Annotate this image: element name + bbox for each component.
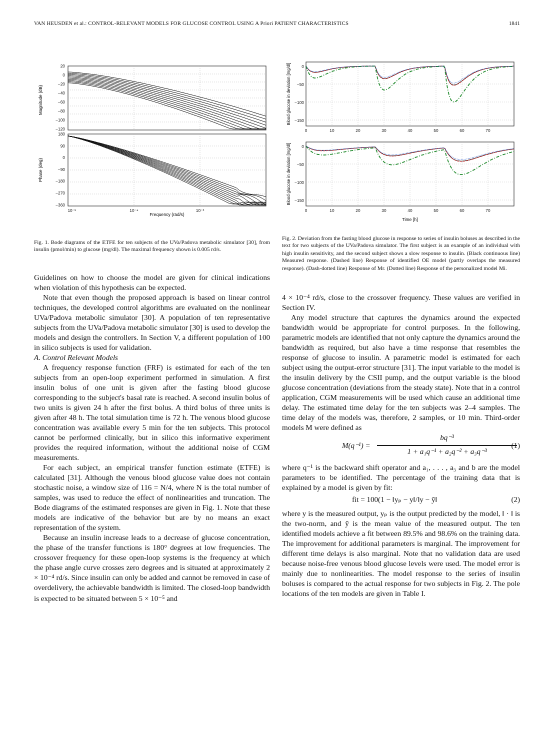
- time-tick-label: 40: [407, 128, 413, 133]
- time-axis-label: Time [h]: [402, 217, 418, 222]
- equation-2-body: fit = 100(1 − ‖yₚ − y‖/‖y − ȳ‖: [352, 495, 438, 505]
- glucose-tick-label: 0: [301, 64, 304, 69]
- time-tick-label: 10: [329, 208, 335, 213]
- page-number: 1841: [508, 21, 520, 27]
- paragraph: Any model structure that captures the dynamics around the expected bandwidth would be appropriate for control purposes. In the following, parametric models are identified that not only capture the dynamics around the bandwidth as required, but also have a time response that resembles the response of glucose to insulin. A parametric model is estimated for each subject using the output-error structure [31]. The input variable to the model is the insulin delivery by the CSII pump, and the output variable is the blood glucose concentration (deviations from the steady state). Note that in a control application, CGM measurements will be used which cause an additional time delay. The estimated time delay for the ten subjects was 2–4 samples. The time delay of the models was, therefore, 2 samples, or 10 min. Third-order models M were defined as: [282, 313, 520, 433]
- figure-2: [282, 58, 522, 234]
- time-tick-label: 20: [355, 208, 361, 213]
- time-tick-label: 60: [459, 208, 465, 213]
- equation-2-number: (2): [511, 495, 520, 505]
- frequency-tick-label: 10⁻⁴: [129, 208, 139, 213]
- bode-plot: [30, 60, 270, 238]
- phase-tick-label: 0: [62, 155, 65, 161]
- time-tick-label: 10: [329, 128, 335, 133]
- phase-tick-label: −270: [55, 190, 65, 196]
- magnitude-tick-label: −60: [57, 99, 65, 105]
- time-tick-label: 60: [459, 128, 465, 133]
- glucose-tick-label: −150: [294, 118, 304, 123]
- subject-2-y-label: Blood glucose in deviation [mg/dl]: [286, 142, 291, 206]
- time-tick-label: 50: [433, 208, 439, 213]
- frequency-tick-label: 10⁻³: [195, 208, 205, 213]
- equation-1: [282, 433, 520, 463]
- magnitude-tick-label: −40: [57, 90, 65, 96]
- right-text-column: [282, 293, 520, 599]
- figure-2-caption: Fig. 2. Deviation from the fasting blood glucose in response to series of insulin boluses as described in the text for two subjects of the UVa/Padova simulator. The first subject is an example of an individual with high insulin sensitivity, and the second subject shows a slow response to insulin. (Black continuous line) Measured response. (Dashed line) Response of identified OE model (partly overlaps the measured response). (Dash-dotted line) Response of Mr. (Dotted line) Response of the personalized model Mi.: [282, 236, 521, 272]
- glucose-tick-label: −100: [294, 180, 304, 185]
- paragraph: where q⁻¹ is the backward shift operator and a₁, . . . , a₃ and b are the model parameters to be identified. The percentage of the training data that is explained by a model is given by fit:: [282, 463, 520, 493]
- glucose-tick-label: −100: [294, 100, 304, 105]
- left-text-column: [34, 273, 270, 604]
- equation-1-numerator: bq⁻³: [377, 433, 517, 446]
- time-tick-label: 0: [304, 208, 308, 213]
- glucose-tick-label: 0: [301, 144, 304, 149]
- running-title: VAN HEUSDEN et al.: CONTROL-RELEVANT MODELS FOR GLUCOSE CONTROL USING A Priori PATIENT CHARACTERISTICS: [34, 21, 349, 27]
- magnitude-tick-label: −120: [55, 126, 65, 132]
- figure-1: [30, 60, 270, 238]
- frequency-tick-label: 10⁻⁵: [67, 208, 77, 213]
- time-tick-label: 70: [485, 128, 491, 133]
- magnitude-tick-label: −100: [55, 117, 65, 123]
- time-tick-label: 20: [355, 128, 361, 133]
- paragraph: For each subject, an empirical transfer function estimate (ETFE) is calculated [31]. Although the venous blood glucose value does not contain stochastic noise, a window size of 116 = N/4, where N is the total number of samples, was used to reduce the effect of nonlinearities and truncation. The Bode diagrams of the estimated responses are given in Fig. 1. Note that these models are indicative of the behavior but are by no means an exact representation of the system.: [34, 463, 270, 533]
- equation-1-number: (1): [511, 441, 520, 451]
- figure-1-caption: Fig. 1. Bode diagrams of the ETFE for ten subjects of the UVa/Padova metabolic simulator [30], from insulin (pmol/min) to glucose (mg/dl). The maximal frequency shown is 0.005 rd/s.: [34, 240, 270, 254]
- magnitude-tick-label: −80: [57, 108, 65, 114]
- phase-tick-label: −90: [57, 166, 65, 172]
- time-tick-label: 30: [381, 128, 387, 133]
- phase-tick-label: −180: [55, 178, 65, 184]
- glucose-response-plot: [282, 58, 522, 234]
- equation-1-denominator: 1 + a₁q⁻¹ + a₂q⁻² + a₃q⁻³: [407, 447, 487, 457]
- paragraph: Because an insulin increase leads to a decrease of glucose concentration, the phase of the transfer functions is 180° degrees at low frequencies. The crossover frequency for these open-loop systems is the frequency at which the phase angle curve crosses zero degrees and is situated at approximately 2 × 10⁻⁴ rd/s. Since insulin can only be added and cannot be removed in case of overdelivery, the achievable bandwidth is limited. The closed-loop bandwidth is expected to be situated between 5 × 10⁻⁵ and: [34, 533, 270, 603]
- glucose-tick-label: −50: [296, 162, 304, 167]
- time-tick-label: 0: [304, 128, 308, 133]
- time-tick-label: 70: [485, 208, 491, 213]
- time-tick-label: 30: [381, 208, 387, 213]
- equation-1-lhs: M(q⁻¹) =: [342, 441, 371, 451]
- phase-tick-label: 180: [58, 131, 65, 137]
- paragraph: 4 × 10⁻⁴ rd/s, close to the crossover frequency. These values are verified in Section IV.: [282, 293, 520, 313]
- magnitude-tick-label: 20: [60, 63, 65, 69]
- phase-axis-label: Phase (deg): [38, 158, 43, 182]
- equation-2: [282, 493, 520, 509]
- paragraph: A frequency response function (FRF) is estimated for each of the ten subjects from an open-loop experiment performed in simulation. A first insulin bolus of one unit is given after the fasting blood glucose corresponding to the subject's basal rate is reached. A second insulin bolus of two units is given 24 h after the first bolus. A third bolus of three units is given after 48 h. The total simulation time is 72 h. The venous blood glucose concentration was available every 5 min for the ten subjects. This protocol cannot be performed clinically, but in silico this informative experiment provides the required information, without the additional noise of CGM measurements.: [34, 363, 270, 463]
- time-tick-label: 40: [407, 208, 413, 213]
- subject-1-y-label: Blood glucose in deviation [mg/dl]: [286, 62, 291, 126]
- phase-tick-label: −360: [55, 202, 65, 208]
- section-heading: A. Control Relevant Models: [34, 353, 118, 363]
- paragraph: Guidelines on how to choose the model are given for clinical indications when violation of this hypothesis can be expected.: [34, 273, 270, 293]
- phase-tick-label: 90: [60, 143, 65, 149]
- paragraph: Note that even though the proposed approach is based on linear control techniques, the developed control algorithms are evaluated on the nonlinear UVa/Padova metabolic simulator [30]. A population of ten representative subjects from the UVa/Padova metabolic simulator [30] is used to develop the models and design the controllers. In Section V, a different population of 100 in silico subjects is used for validation.: [34, 293, 270, 353]
- time-tick-label: 50: [433, 128, 439, 133]
- paragraph: where y is the measured output, yₚ is the output predicted by the model, ‖ · ‖ is the two-norm, and ȳ is the mean value of the measured output. The ten identified models achieve a fit between 89.5% and 98.6% on the training data. The improvement for additional parameters is marginal. The improvement for different time delays is also marginal. Note that no validation data are used because noise-free venous blood glucose levels were used. The model error is mainly due to nonlinearities. The model response to the series of insulin boluses is compared to the actual response for two subjects in Fig. 2. The pole locations of the ten models are given in Table I.: [282, 509, 520, 599]
- glucose-tick-label: −150: [294, 198, 304, 203]
- magnitude-tick-label: 0: [62, 72, 65, 78]
- frequency-axis-label: Frequency (rad/s): [149, 212, 185, 217]
- glucose-tick-label: −50: [296, 82, 304, 87]
- equation-1-fraction: [377, 433, 517, 457]
- magnitude-axis-label: Magnitude (dB): [38, 84, 43, 116]
- magnitude-tick-label: −20: [57, 81, 65, 87]
